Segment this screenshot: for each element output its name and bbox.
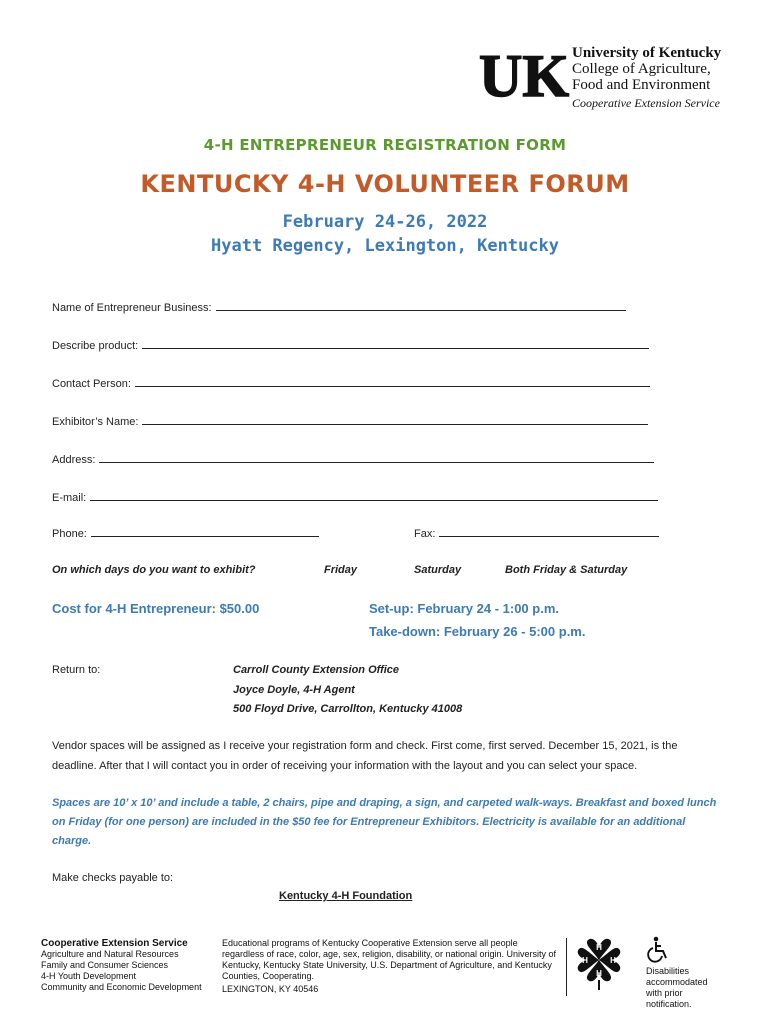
day-friday-option[interactable]: Friday	[324, 564, 358, 576]
form-title: 4-H ENTREPRENEUR REGISTRATION FORM	[203, 136, 567, 154]
fax-field	[414, 526, 659, 540]
svg-text:H: H	[582, 956, 588, 965]
forum-title: KENTUCKY 4-H VOLUNTEER FORUM	[140, 170, 630, 198]
footer-disabilities: Disabilities accommodated with prior notification.	[646, 966, 708, 1009]
product-input-line[interactable]	[142, 338, 649, 349]
university-name: University of Kentucky	[572, 45, 722, 61]
exhibitor-label: Exhibitor’s Name:	[52, 416, 139, 428]
days-question: On which days do you want to exhibit?	[52, 564, 256, 576]
svg-text:H: H	[596, 943, 602, 952]
product-field	[52, 338, 649, 352]
uk-logo-text: UK	[479, 43, 569, 109]
cost-text: Cost for 4-H Entrepreneur: $50.00	[52, 601, 260, 616]
uk-logo-text-block	[572, 46, 721, 109]
phone-field	[52, 526, 319, 540]
return-office: Carroll County Extension Office	[233, 664, 400, 676]
spaces-paragraph: Spaces are 10’ x 10’ and include a table, 2 chairs, pipe and draping, a sign, and carpeted walk-ways. Breakfast and boxed lunch on Friday (for one person) are included in the $50 fee for Entrepreneur Exhibitors. Electricity is available for an additional charge.	[52, 797, 717, 847]
address-input-line[interactable]	[99, 452, 654, 463]
day-saturday-option[interactable]: Saturday	[414, 564, 462, 576]
exhibitor-input-line[interactable]	[142, 414, 648, 425]
footer-prog-3: 4-H Youth Development	[41, 971, 137, 981]
return-address: 500 Floyd Drive, Carrollton, Kentucky 41008	[233, 703, 463, 715]
business-input-line[interactable]	[216, 300, 626, 311]
checks-label: Make checks payable to:	[52, 872, 174, 884]
contact-field	[52, 376, 650, 390]
contact-label: Contact Person:	[52, 378, 131, 390]
footer-prog-4: Community and Economic Development	[41, 982, 202, 992]
four-h-clover-icon	[574, 936, 624, 990]
return-label: Return to:	[52, 664, 101, 676]
email-field	[52, 490, 658, 504]
day-both-option[interactable]: Both Friday & Saturday	[505, 564, 628, 576]
event-date: February 24-26, 2022	[282, 212, 488, 232]
business-field	[52, 300, 626, 314]
uk-logo-mark	[479, 43, 569, 109]
email-label: E-mail:	[52, 492, 87, 504]
contact-input-line[interactable]	[135, 376, 650, 387]
phone-input-line[interactable]	[91, 526, 319, 537]
takedown-text: Take-down: February 26 - 5:00 p.m.	[369, 624, 586, 639]
svg-text:H: H	[596, 969, 602, 978]
phone-label: Phone:	[52, 528, 87, 540]
business-label: Name of Entrepreneur Business:	[52, 302, 212, 314]
foundation-name: Kentucky 4-H Foundation	[279, 890, 413, 902]
fax-input-line[interactable]	[439, 526, 659, 537]
extension-service: Cooperative Extension Service	[572, 96, 720, 110]
address-field	[52, 452, 654, 466]
fax-label: Fax:	[414, 528, 436, 540]
exhibitor-field	[52, 414, 648, 428]
footer-divider	[566, 938, 567, 996]
footer-prog-1: Agriculture and Natural Resources	[41, 949, 179, 959]
footer-edu-statement: Educational programs of Kentucky Cooperative Extension serve all people regardless of race, color, age, sex, religion, disability, or national origin. University of Kentucky, Kentucky State University, U.S. Department of Agriculture, and Kentucky Counties, Cooperating.	[222, 938, 556, 981]
event-venue: Hyatt Regency, Lexington, Kentucky	[211, 236, 559, 256]
product-label: Describe product:	[52, 340, 139, 352]
wheelchair-icon	[646, 936, 670, 962]
return-agent: Joyce Doyle, 4-H Agent	[233, 684, 355, 696]
vendor-paragraph: Vendor spaces will be assigned as I receive your registration form and check. First come, first served. December 15, 2021, is the deadline. After that I will contact you in order of receiving your information with the layout and you can select your space.	[52, 740, 678, 772]
footer-prog-2: Family and Consumer Sciences	[41, 960, 169, 970]
footer-programs	[41, 938, 202, 993]
footer-city: LEXINGTON, KY 40546	[222, 984, 319, 994]
college-line-2: Food and Environment	[572, 77, 711, 93]
college-line-1: College of Agriculture,	[572, 61, 711, 77]
address-label: Address:	[52, 454, 96, 466]
footer-ces: Cooperative Extension Service	[41, 938, 188, 949]
svg-text:H: H	[610, 956, 616, 965]
setup-text: Set-up: February 24 - 1:00 p.m.	[369, 601, 559, 616]
email-input-line[interactable]	[90, 490, 658, 501]
